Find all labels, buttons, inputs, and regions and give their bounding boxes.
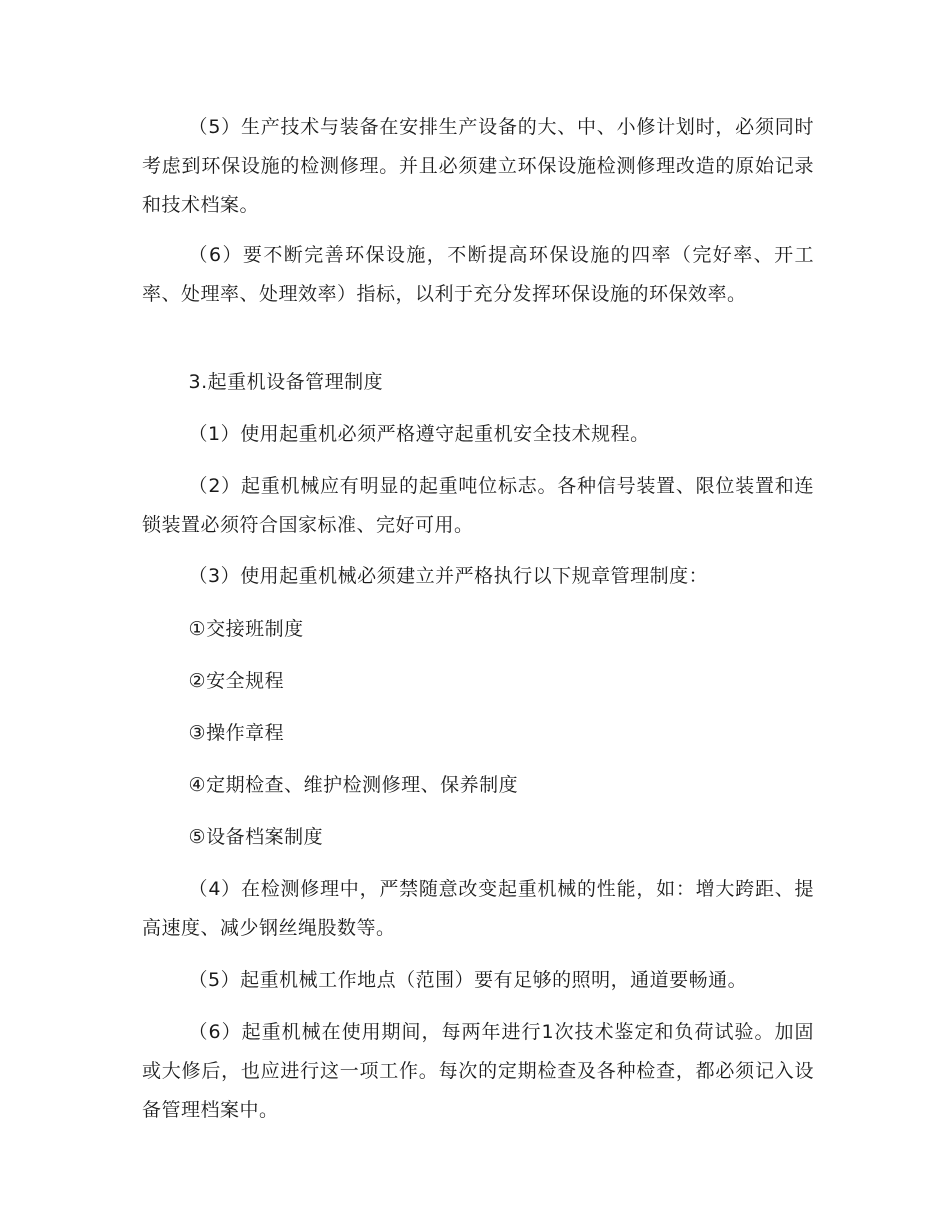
list-item-shift-handover: ①交接班制度	[188, 618, 304, 640]
paragraph-5-lighting: （5）起重机械工作地点（范围）要有足够的照明，通道要畅通。	[188, 969, 748, 991]
list-item-equipment-archive: ⑤设备档案制度	[188, 826, 324, 848]
paragraph-4-no-modification: （4）在检测修理中，严禁随意改变起重机械的性能，如：增大跨距、提高速度、减少钢丝绳股数等。	[142, 878, 814, 939]
paragraph-5-maintenance-plan: （5）生产技术与装备在安排生产设备的大、中、小修计划时，必须同时考虑到环保设施的检测修理。并且必须建立环保设施检测修理改造的原始记录和技术档案。	[142, 116, 814, 216]
paragraph-1-crane-rules: （1）使用起重机必须严格遵守起重机安全技术规程。	[188, 423, 650, 445]
paragraph-2-crane-signs: （2）起重机械应有明显的起重吨位标志。各种信号装置、限位装置和连锁装置必须符合国家标准、完好可用。	[142, 475, 814, 536]
list-item-operating-rules: ③操作章程	[188, 722, 285, 744]
paragraph-6-environmental-rates: （6）要不断完善环保设施，不断提高环保设施的四率（完好率、开工率、处理率、处理效率）指标，以利于充分发挥环保设施的环保效率。	[142, 244, 814, 305]
paragraph-6-technical-inspection: （6）起重机械在使用期间，每两年进行1次技术鉴定和负荷试验。加固或大修后，也应进行这一项工作。每次的定期检查及各种检查，都必须记入设备管理档案中。	[142, 1021, 814, 1121]
paragraph-3-management-systems: （3）使用起重机械必须建立并严格执行以下规章管理制度：	[188, 565, 709, 587]
list-item-safety-rules: ②安全规程	[188, 670, 285, 692]
list-item-inspection-maintenance: ④定期检查、维护检测修理、保养制度	[188, 774, 519, 796]
section-heading-crane-management: 3.起重机设备管理制度	[188, 371, 384, 393]
